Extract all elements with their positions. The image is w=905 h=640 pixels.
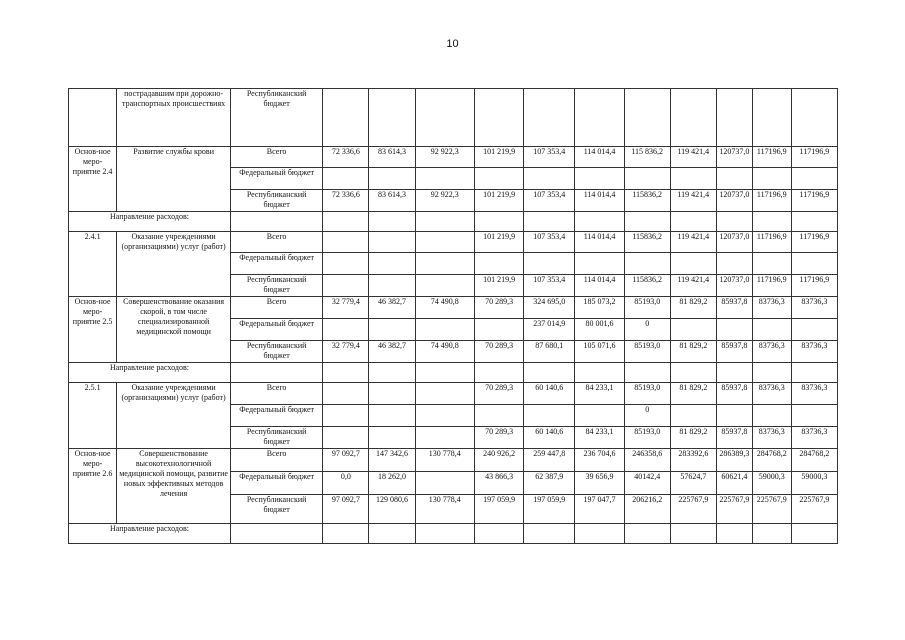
value-cell: 225767,9 <box>670 495 716 524</box>
value-cell <box>716 168 752 190</box>
value-cell: 107 353,4 <box>524 147 575 168</box>
empty-cell <box>716 524 752 544</box>
value-cell <box>752 253 791 275</box>
measure-name: Совершенствование высокотехнологичной медицинской помощи, развитие новых эффективных методов лечения <box>117 449 231 524</box>
value-cell <box>791 405 837 427</box>
value-cell <box>415 405 474 427</box>
value-cell: 81 829,2 <box>670 341 716 363</box>
value-cell: 32 779,4 <box>323 297 369 319</box>
table-row <box>69 383 838 405</box>
value-cell <box>415 168 474 190</box>
value-cell: 84 233,1 <box>575 427 624 449</box>
value-cell: 83736,3 <box>752 341 791 363</box>
value-cell: 85937,8 <box>716 427 752 449</box>
measure-name: Развитие службы крови <box>117 147 231 212</box>
value-cell: 259 447,8 <box>524 449 575 472</box>
value-cell <box>670 168 716 190</box>
value-cell: 119 421,4 <box>670 190 716 212</box>
empty-cell <box>524 363 575 383</box>
value-cell: 115836,2 <box>624 190 670 212</box>
empty-cell <box>575 363 624 383</box>
value-cell: 85937,8 <box>716 383 752 405</box>
value-cell: 84 233,1 <box>575 383 624 405</box>
value-cell <box>474 253 523 275</box>
value-cell <box>624 253 670 275</box>
value-cell: 206216,2 <box>624 495 670 524</box>
budget-source: Федеральный бюджет <box>230 253 322 275</box>
value-cell <box>752 319 791 341</box>
value-cell: 81 829,2 <box>670 297 716 319</box>
value-cell: 240 926,2 <box>474 449 523 472</box>
budget-source: Республиканский бюджет <box>230 495 322 524</box>
value-cell: 70 289,3 <box>474 341 523 363</box>
value-cell: 117196,9 <box>752 232 791 253</box>
value-cell: 117196,9 <box>791 190 837 212</box>
direction-row <box>69 363 838 383</box>
value-cell: 97 092,7 <box>323 449 369 472</box>
table-row <box>69 89 838 147</box>
value-cell: 83736,3 <box>752 427 791 449</box>
value-cell: 119 421,4 <box>670 147 716 168</box>
value-cell <box>323 383 369 405</box>
value-cell <box>323 275 369 297</box>
value-cell: 101 219,9 <box>474 275 523 297</box>
value-cell: 85937,8 <box>716 341 752 363</box>
value-cell <box>624 89 670 147</box>
value-cell: 114 014,4 <box>575 275 624 297</box>
value-cell: 286389,3 <box>716 449 752 472</box>
direction-label: Направление расходов: <box>69 524 231 544</box>
measure-code: Основ-ное меро-приятие 2.6 <box>69 449 117 524</box>
empty-cell <box>624 212 670 232</box>
budget-source: Федеральный бюджет <box>230 168 322 190</box>
budget-source: Всего <box>230 449 322 472</box>
empty-cell <box>670 212 716 232</box>
value-cell <box>716 405 752 427</box>
value-cell: 107 353,4 <box>524 232 575 253</box>
value-cell <box>670 405 716 427</box>
value-cell: 197 059,9 <box>474 495 523 524</box>
value-cell: 74 490,8 <box>415 341 474 363</box>
empty-cell <box>369 524 415 544</box>
table-row <box>69 297 838 319</box>
empty-cell <box>474 363 523 383</box>
value-cell: 114 014,4 <box>575 147 624 168</box>
empty-cell <box>323 212 369 232</box>
value-cell: 197 047,7 <box>575 495 624 524</box>
value-cell: 324 695,0 <box>524 297 575 319</box>
value-cell: 59000,3 <box>752 472 791 495</box>
value-cell: 72 336,6 <box>323 147 369 168</box>
value-cell <box>524 253 575 275</box>
value-cell: 83736,3 <box>752 297 791 319</box>
value-cell: 60 140,6 <box>524 383 575 405</box>
value-cell: 18 262,0 <box>369 472 415 495</box>
budget-source: Республиканский бюджет <box>230 89 322 147</box>
value-cell: 225767,9 <box>752 495 791 524</box>
value-cell <box>752 89 791 147</box>
empty-cell <box>575 524 624 544</box>
value-cell <box>369 405 415 427</box>
value-cell: 60621,4 <box>716 472 752 495</box>
empty-cell <box>791 524 837 544</box>
value-cell: 107 353,4 <box>524 190 575 212</box>
empty-cell <box>575 212 624 232</box>
value-cell <box>791 89 837 147</box>
budget-source: Всего <box>230 383 322 405</box>
value-cell: 80 001,6 <box>575 319 624 341</box>
value-cell: 237 014,9 <box>524 319 575 341</box>
value-cell <box>323 232 369 253</box>
value-cell: 74 490,8 <box>415 297 474 319</box>
value-cell: 117196,9 <box>791 232 837 253</box>
value-cell <box>575 253 624 275</box>
value-cell <box>415 232 474 253</box>
value-cell: 101 219,9 <box>474 232 523 253</box>
empty-cell <box>752 363 791 383</box>
value-cell <box>369 253 415 275</box>
value-cell: 115 836,2 <box>624 147 670 168</box>
value-cell: 60 140,6 <box>524 427 575 449</box>
direction-row <box>69 524 838 544</box>
direction-row <box>69 212 838 232</box>
table-row <box>69 232 838 253</box>
value-cell: 115836,2 <box>624 275 670 297</box>
value-cell: 70 289,3 <box>474 383 523 405</box>
value-cell <box>752 405 791 427</box>
value-cell: 283392,6 <box>670 449 716 472</box>
value-cell: 70 289,3 <box>474 427 523 449</box>
value-cell: 117196,9 <box>752 275 791 297</box>
empty-cell <box>752 524 791 544</box>
value-cell: 83736,3 <box>791 427 837 449</box>
budget-table <box>68 88 838 544</box>
value-cell <box>474 168 523 190</box>
value-cell <box>575 168 624 190</box>
empty-cell <box>474 212 523 232</box>
value-cell <box>524 89 575 147</box>
value-cell: 83 614,3 <box>369 147 415 168</box>
measure-name: Оказание учреждениями (организациями) услуг (работ) <box>117 383 231 449</box>
value-cell: 107 353,4 <box>524 275 575 297</box>
value-cell <box>369 319 415 341</box>
value-cell: 0 <box>624 405 670 427</box>
measure-name: Совершенствование оказания скорой, в том числе специализированной медицинской помощи <box>117 297 231 363</box>
budget-source: Федеральный бюджет <box>230 319 322 341</box>
value-cell <box>369 89 415 147</box>
value-cell <box>323 319 369 341</box>
value-cell: 83736,3 <box>752 383 791 405</box>
value-cell: 83736,3 <box>791 341 837 363</box>
value-cell: 81 829,2 <box>670 427 716 449</box>
value-cell: 59000,3 <box>791 472 837 495</box>
direction-label: Направление расходов: <box>69 212 231 232</box>
value-cell <box>575 89 624 147</box>
value-cell: 197 059,9 <box>524 495 575 524</box>
direction-label: Направление расходов: <box>69 363 231 383</box>
value-cell: 236 704,6 <box>575 449 624 472</box>
value-cell: 85193,0 <box>624 383 670 405</box>
value-cell: 120737,0 <box>716 232 752 253</box>
empty-cell <box>415 363 474 383</box>
value-cell: 62 387,9 <box>524 472 575 495</box>
empty-cell <box>230 363 322 383</box>
value-cell: 43 866,3 <box>474 472 523 495</box>
value-cell: 101 219,9 <box>474 147 523 168</box>
measure-name: пострадавшим при дорожно-транспортных происшествиях <box>117 89 231 147</box>
budget-source: Республиканский бюджет <box>230 341 322 363</box>
value-cell: 114 014,4 <box>575 232 624 253</box>
value-cell <box>415 253 474 275</box>
value-cell: 85193,0 <box>624 427 670 449</box>
empty-cell <box>524 212 575 232</box>
value-cell: 120737,0 <box>716 275 752 297</box>
value-cell <box>415 383 474 405</box>
empty-cell <box>415 524 474 544</box>
value-cell: 97 092,7 <box>323 495 369 524</box>
value-cell: 117196,9 <box>752 190 791 212</box>
measure-code <box>69 89 117 147</box>
value-cell: 284768,2 <box>752 449 791 472</box>
value-cell <box>323 168 369 190</box>
value-cell: 87 680,1 <box>524 341 575 363</box>
value-cell <box>670 253 716 275</box>
value-cell <box>670 319 716 341</box>
value-cell: 147 342,6 <box>369 449 415 472</box>
value-cell <box>323 253 369 275</box>
value-cell: 83736,3 <box>791 383 837 405</box>
empty-cell <box>474 524 523 544</box>
value-cell: 284768,2 <box>791 449 837 472</box>
value-cell: 39 656,9 <box>575 472 624 495</box>
value-cell <box>716 89 752 147</box>
value-cell: 120737,0 <box>716 190 752 212</box>
empty-cell <box>323 363 369 383</box>
value-cell: 85193,0 <box>624 297 670 319</box>
value-cell: 0 <box>624 319 670 341</box>
budget-source: Республиканский бюджет <box>230 190 322 212</box>
value-cell: 119 421,4 <box>670 275 716 297</box>
value-cell <box>415 427 474 449</box>
value-cell <box>575 405 624 427</box>
value-cell: 117196,9 <box>791 147 837 168</box>
value-cell <box>369 427 415 449</box>
value-cell: 105 071,6 <box>575 341 624 363</box>
value-cell: 46 382,7 <box>369 341 415 363</box>
value-cell: 225767,9 <box>791 495 837 524</box>
value-cell: 130 778,4 <box>415 449 474 472</box>
value-cell: 83736,3 <box>791 297 837 319</box>
value-cell: 85937,8 <box>716 297 752 319</box>
empty-cell <box>716 363 752 383</box>
value-cell <box>624 168 670 190</box>
value-cell <box>323 89 369 147</box>
value-cell <box>369 168 415 190</box>
empty-cell <box>716 212 752 232</box>
value-cell: 92 922,3 <box>415 147 474 168</box>
budget-source: Всего <box>230 147 322 168</box>
budget-source: Республиканский бюджет <box>230 275 322 297</box>
empty-cell <box>524 524 575 544</box>
value-cell <box>474 405 523 427</box>
value-cell: 130 778,4 <box>415 495 474 524</box>
value-cell: 81 829,2 <box>670 383 716 405</box>
value-cell <box>415 275 474 297</box>
value-cell: 85193,0 <box>624 341 670 363</box>
value-cell <box>670 89 716 147</box>
value-cell <box>752 168 791 190</box>
budget-source: Всего <box>230 232 322 253</box>
measure-code: Основ-ное меро-приятие 2.4 <box>69 147 117 212</box>
value-cell <box>791 168 837 190</box>
empty-cell <box>369 212 415 232</box>
value-cell: 32 779,4 <box>323 341 369 363</box>
value-cell: 225767,9 <box>716 495 752 524</box>
budget-source: Федеральный бюджет <box>230 405 322 427</box>
value-cell: 57624,7 <box>670 472 716 495</box>
value-cell <box>524 405 575 427</box>
table-row <box>69 449 838 472</box>
value-cell <box>415 89 474 147</box>
value-cell <box>716 319 752 341</box>
value-cell: 117196,9 <box>752 147 791 168</box>
budget-source: Всего <box>230 297 322 319</box>
empty-cell <box>624 524 670 544</box>
measure-code: Основ-ное меро-приятие 2.5 <box>69 297 117 363</box>
value-cell <box>369 383 415 405</box>
value-cell <box>369 232 415 253</box>
value-cell: 117196,9 <box>791 275 837 297</box>
measure-code: 2.4.1 <box>69 232 117 297</box>
value-cell: 70 289,3 <box>474 297 523 319</box>
value-cell: 83 614,3 <box>369 190 415 212</box>
value-cell: 120737,0 <box>716 147 752 168</box>
value-cell: 101 219,9 <box>474 190 523 212</box>
value-cell <box>474 89 523 147</box>
empty-cell <box>791 363 837 383</box>
empty-cell <box>670 524 716 544</box>
value-cell <box>716 253 752 275</box>
value-cell: 185 073,2 <box>575 297 624 319</box>
empty-cell <box>230 524 322 544</box>
value-cell <box>323 427 369 449</box>
value-cell <box>524 168 575 190</box>
value-cell: 119 421,4 <box>670 232 716 253</box>
measure-code: 2.5.1 <box>69 383 117 449</box>
empty-cell <box>670 363 716 383</box>
value-cell: 92 922,3 <box>415 190 474 212</box>
empty-cell <box>415 212 474 232</box>
value-cell <box>791 319 837 341</box>
empty-cell <box>369 363 415 383</box>
value-cell <box>415 319 474 341</box>
budget-source: Республиканский бюджет <box>230 427 322 449</box>
value-cell: 46 382,7 <box>369 297 415 319</box>
value-cell <box>791 253 837 275</box>
value-cell: 129 080,6 <box>369 495 415 524</box>
empty-cell <box>624 363 670 383</box>
value-cell: 114 014,4 <box>575 190 624 212</box>
page-number: 10 <box>446 38 459 50</box>
measure-name: Оказание учреждениями (организациями) услуг (работ) <box>117 232 231 297</box>
value-cell <box>323 405 369 427</box>
value-cell <box>369 275 415 297</box>
value-cell: 72 336,6 <box>323 190 369 212</box>
budget-source: Федеральный бюджет <box>230 472 322 495</box>
empty-cell <box>791 212 837 232</box>
value-cell: 40142,4 <box>624 472 670 495</box>
table-row <box>69 147 838 168</box>
empty-cell <box>323 524 369 544</box>
value-cell <box>415 472 474 495</box>
empty-cell <box>230 212 322 232</box>
value-cell: 115836,2 <box>624 232 670 253</box>
value-cell <box>474 319 523 341</box>
empty-cell <box>752 212 791 232</box>
value-cell: 0,0 <box>323 472 369 495</box>
value-cell: 246358,6 <box>624 449 670 472</box>
